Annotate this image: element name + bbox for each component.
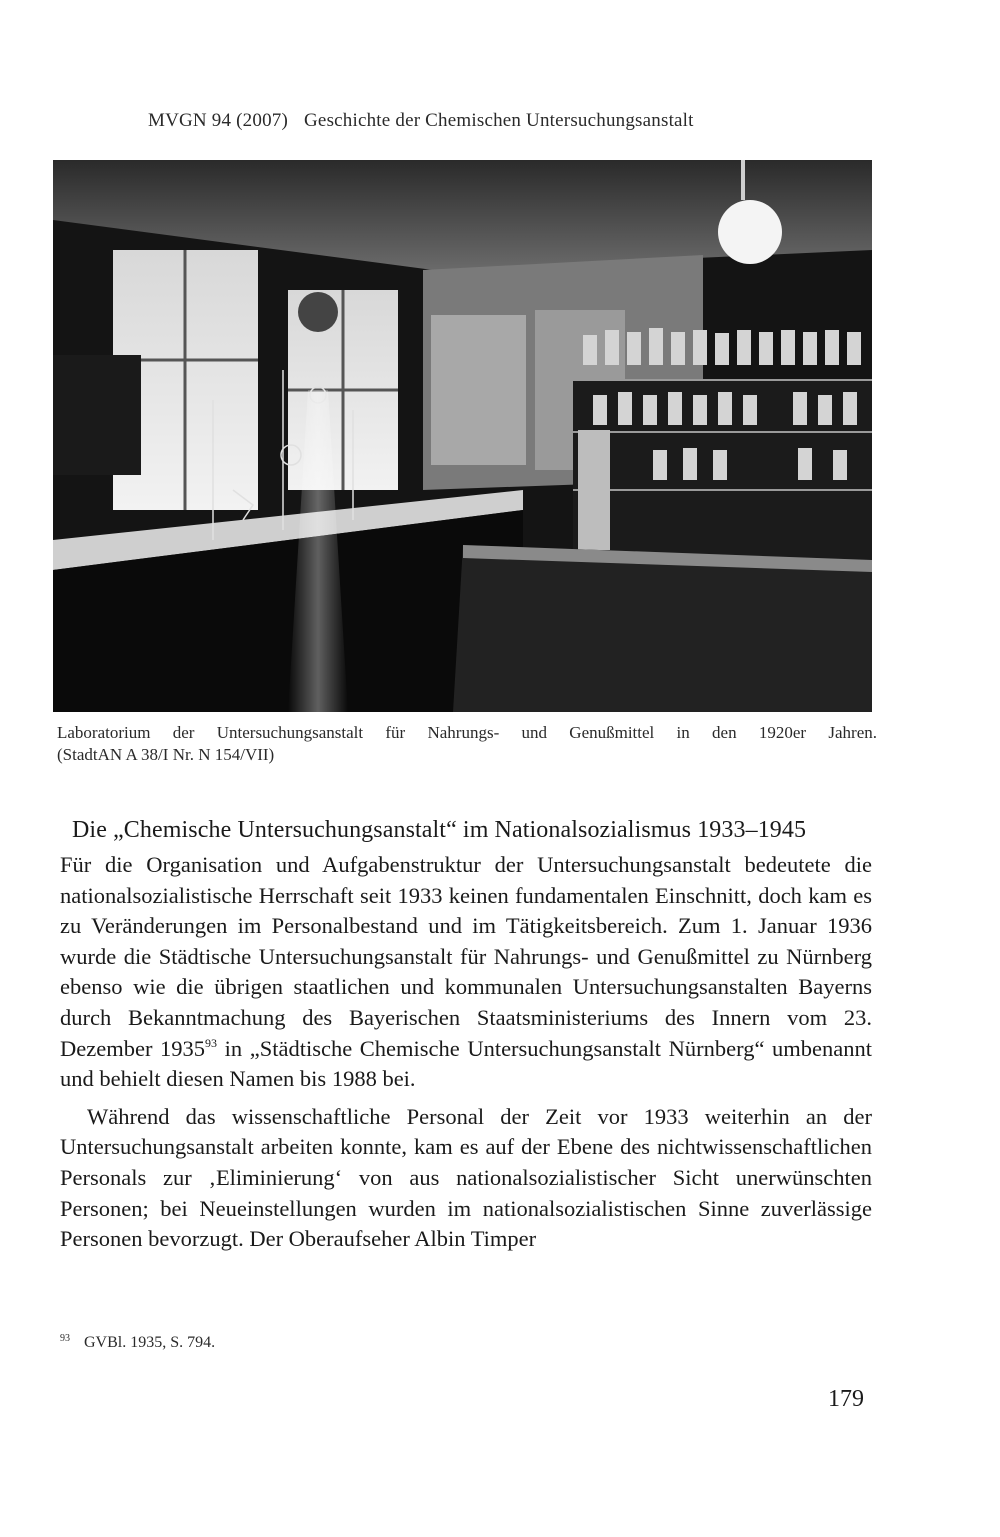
paragraph-text: Für die Organisation und Aufgabenstruktur der Untersuchungsanstalt bedeutete die nationalsozialistische Herrschaft seit 1933 keinen fundamentalen Einschnitt, doch kam es zu Veränderungen im Personalbestand und im Tätigkeitsbereich. Zum 1. Januar 1936 wurde die Städtische Untersuchungsanstalt für Nahrungs- und Genußmittel zu Nürnberg ebenso wie die übrigen staatlichen und kommunalen Untersuchungsanstalten Bayerns durch Bekanntmachung des Bayerischen Staatsministeriums des Innern vom 23. Dezember 1935 bbox=[60, 852, 872, 1061]
body-text bbox=[60, 850, 872, 1255]
footnote-number: 93 bbox=[60, 1333, 70, 1344]
journal-reference: MVGN 94 (2007) bbox=[148, 110, 289, 131]
footnote-text: GVBl. 1935, S. 794. bbox=[84, 1334, 216, 1351]
paragraph: Während das wissenschaftliche Personal der Zeit vor 1933 weiterhin an der Untersuchungsanstalt arbeiten konnte, kam es auf der Ebene des nichtwissenschaftlichen Personals zur ‚Eliminierung‘ von aus nationalsozialistischer Sicht unerwünschten Personen; bei Neueinstellungen wurden im nationalsozialistischen Sinne zuverlässige Personen bevorzugt. Der Oberaufseher Albin Timper bbox=[60, 1103, 872, 1252]
page-number: 179 bbox=[828, 1386, 864, 1412]
paragraph-text: in „Städtische Chemische Untersuchungsanstalt Nürnberg“ umbenannt und behielt diesen Namen bis 1988 bei. bbox=[60, 1035, 872, 1092]
section-heading: Die „Chemische Untersuchungsanstalt“ im Nationalsozialismus 1933–1945 bbox=[72, 817, 807, 843]
caption-text: Laboratorium der Untersuchungsanstalt für Nahrungs- und Genußmittel in den 1920er Jahren. bbox=[57, 723, 877, 742]
footnote bbox=[60, 1333, 215, 1352]
running-head bbox=[148, 110, 694, 132]
figure-caption bbox=[57, 722, 877, 766]
paragraph bbox=[60, 850, 872, 1095]
footnote-reference: 93 bbox=[205, 1035, 218, 1050]
running-head-title: Geschichte der Chemischen Untersuchungsanstalt bbox=[304, 110, 694, 131]
laboratory-photograph bbox=[53, 160, 872, 712]
caption-source: (StadtAN A 38/I Nr. N 154/VII) bbox=[57, 745, 275, 764]
